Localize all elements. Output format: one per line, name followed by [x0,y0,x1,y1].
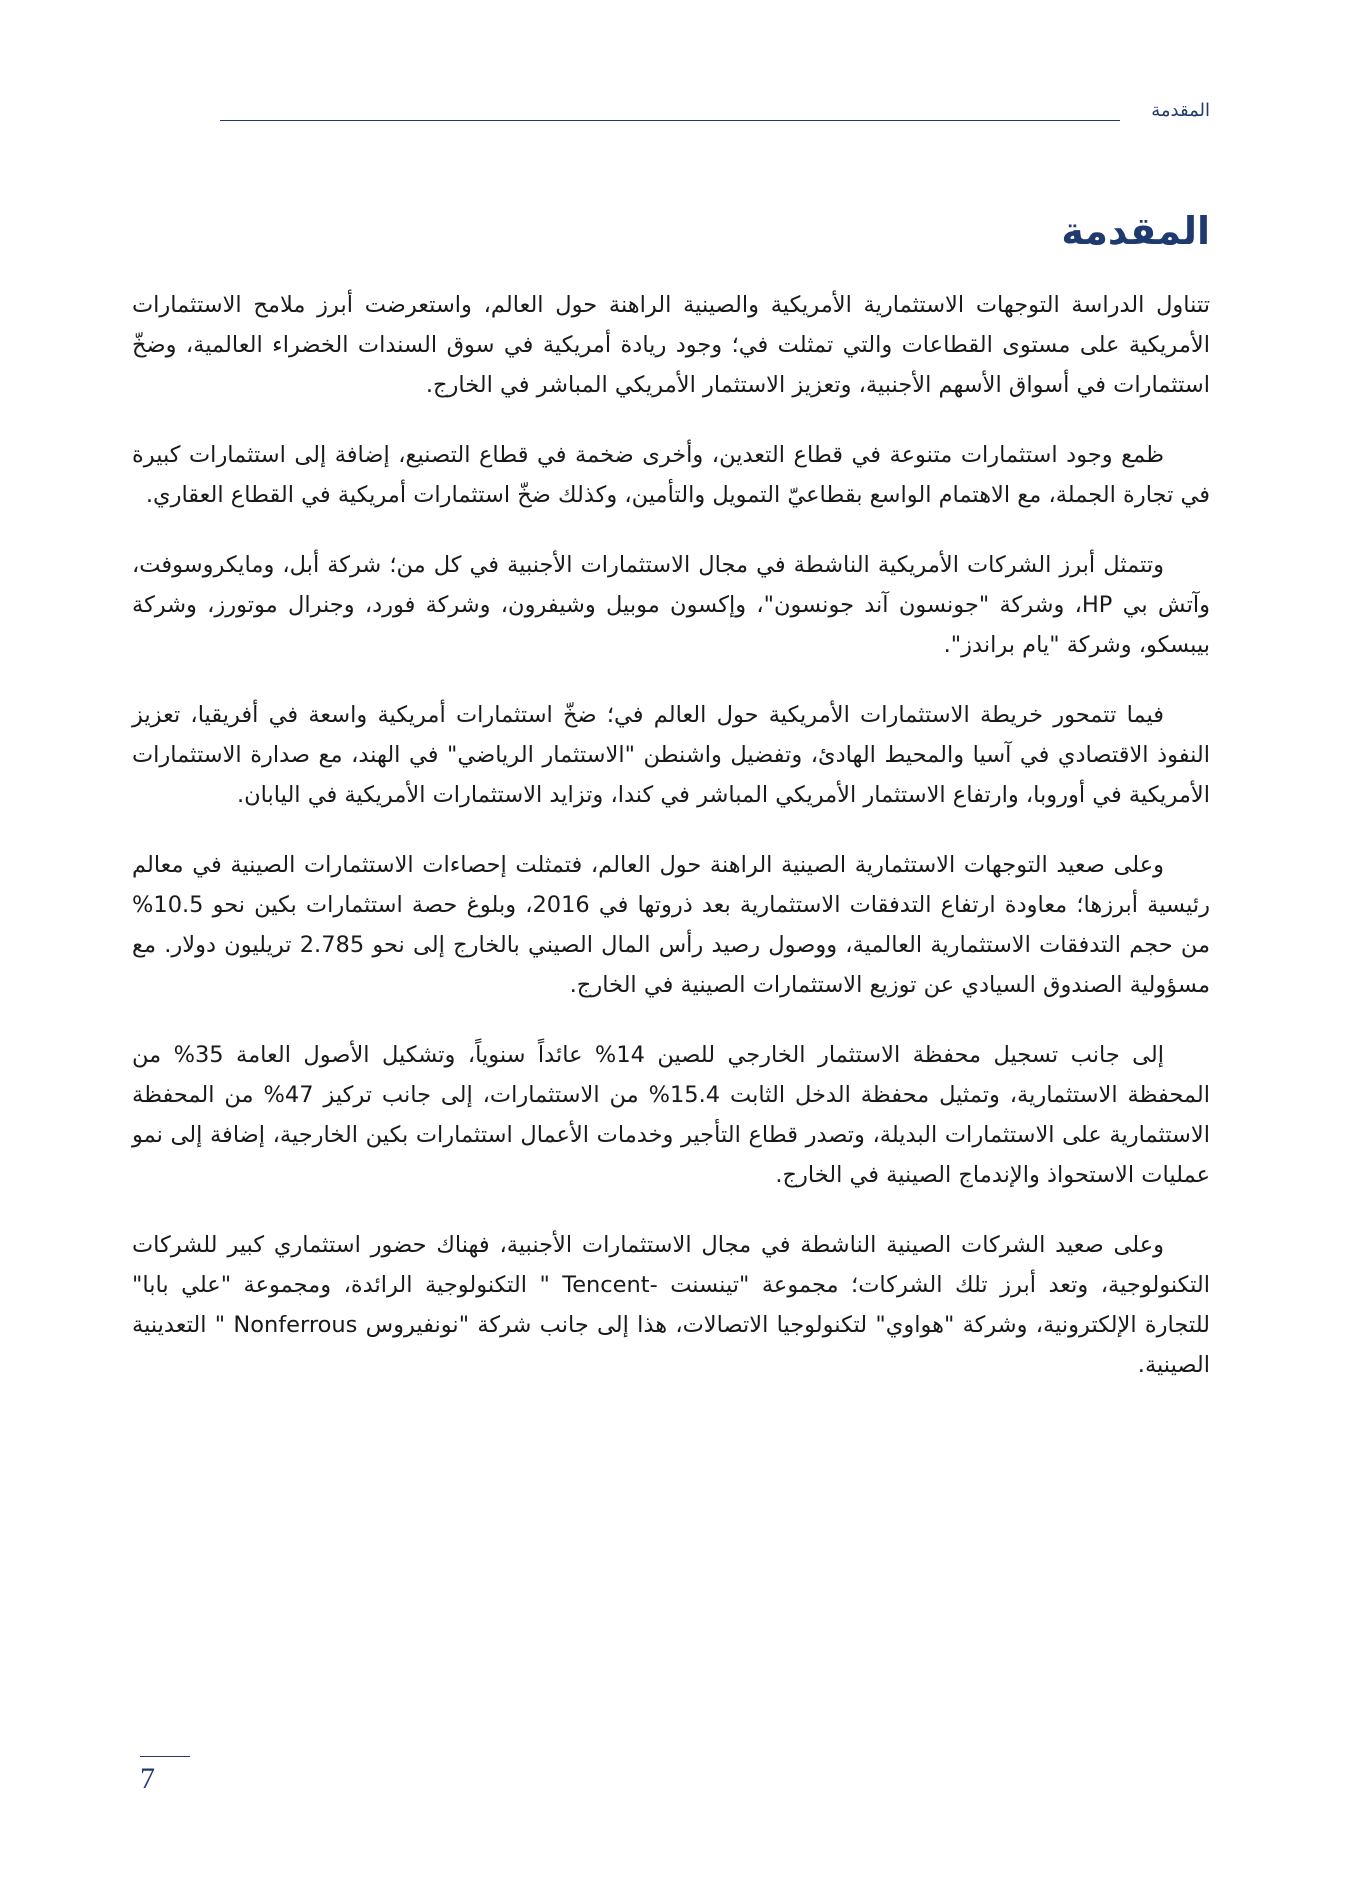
paragraph-6: إلى جانب تسجيل محفظة الاستثمار الخارجي للصين 14% عائداً سنوياً، وتشكيل الأصول العامة 35% من المحفظة الاستثمارية، وتمثيل محفظة الدخل الثابت 15.4% من الاستثمارات، إلى جانب تركيز 47% من المحفظة الاستثمارية على الاستثمارات البديلة، وتصدر قطاع التأجير وخدمات الأعمال استثمارات بكين الخارجية، إضافة إلى نمو عمليات الاستحواذ والإندماج الصينية في الخارج. [132,1042,1211,1188]
paragraph-2: ظمع وجود استثمارات متنوعة في قطاع التعدين، وأخرى ضخمة في قطاع التصنيع، إضافة إلى استثمارات كبيرة في تجارة الجملة، مع الاهتمام الواسع بقطاعيّ التمويل والتأمين، وكذلك ضخّ استثمارات أمريكية في القطاع العقاري. [132,442,1210,508]
page-footer [140,1756,190,1795]
paragraph-7: وعلى صعيد الشركات الصينية الناشطة في مجال الاستثمارات الأجنبية، فهناك حضور استثماري كبير للشركات التكنولوجية، وتعد أبرز تلك الشركات؛ مجموعة "تينسنت -Tencent " التكنولوجية الرائدة، ومجموعة "علي بابا" للتجارة الإلكترونية، وشركة "هواوي" لتكنولوجيا الاتصالات، هذا إلى جانب شركة "نونفيروس Nonferrous " التعدينية الصينية. [132,1232,1210,1378]
footer-rule [140,1756,190,1757]
paragraph-4: فيما تتمحور خريطة الاستثمارات الأمريكية حول العالم في؛ ضخّ استثمارات أمريكية واسعة في أفريقيا، تعزيز النفوذ الاقتصادي في آسيا والمحيط الهادئ، وتفضيل واشنطن "الاستثمار الرياضي" في الهند، مع صدارة الاستثمارات الأمريكية في أوروبا، وارتفاع الاستثمار الأمريكي المباشر في كندا، وتزايد الاستثمارات الأمريكية في اليابان. [132,702,1210,808]
header-rule [220,120,1120,121]
running-header [220,100,1210,126]
page-content [132,205,1210,1415]
paragraph-1: تتناول الدراسة التوجهات الاستثمارية الأمريكية والصينية الراهنة حول العالم، واستعرضت أبرز ملامح الاستثمارات الأمريكية على مستوى القطاعات والتي تمثلت في؛ وجود ريادة أمريكية في سوق السندات الخضراء العالمية، وضخّ استثمارات في أسواق الأسهم الأجنبية، وتعزيز الاستثمار الأمريكي المباشر في الخارج. [132,292,1210,398]
paragraph-3: وتتمثل أبرز الشركات الأمريكية الناشطة في مجال الاستثمارات الأجنبية في كل من؛ شركة أبل، ومايكروسوفت، وآتش بي HP، وشركة "جونسون آند جونسون"، وإكسون موبيل وشيفرون، وشركة فورد، وجنرال موتورز، وشركة بيبسكو، وشركة "يام براندز". [132,552,1210,658]
page-title: المقدمة [1061,209,1210,253]
page-number: 7 [140,1762,155,1795]
running-header-title: المقدمة [1143,100,1210,122]
paragraph-5: وعلى صعيد التوجهات الاستثمارية الصينية الراهنة حول العالم، فتمثلت إحصاءات الاستثمارات الصينية في معالم رئيسية أبرزها؛ معاودة ارتفاع التدفقات الاستثمارية بعد ذروتها في 2016، وبلوغ حصة استثمارات بكين نحو 10.5% من حجم التدفقات الاستثمارية العالمية، ووصول رصيد رأس المال الصيني بالخارج إلى نحو 2.785 تريليون دولار. مع مسؤولية الصندوق السيادي عن توزيع الاستثمارات الصينية في الخارج. [132,852,1210,998]
